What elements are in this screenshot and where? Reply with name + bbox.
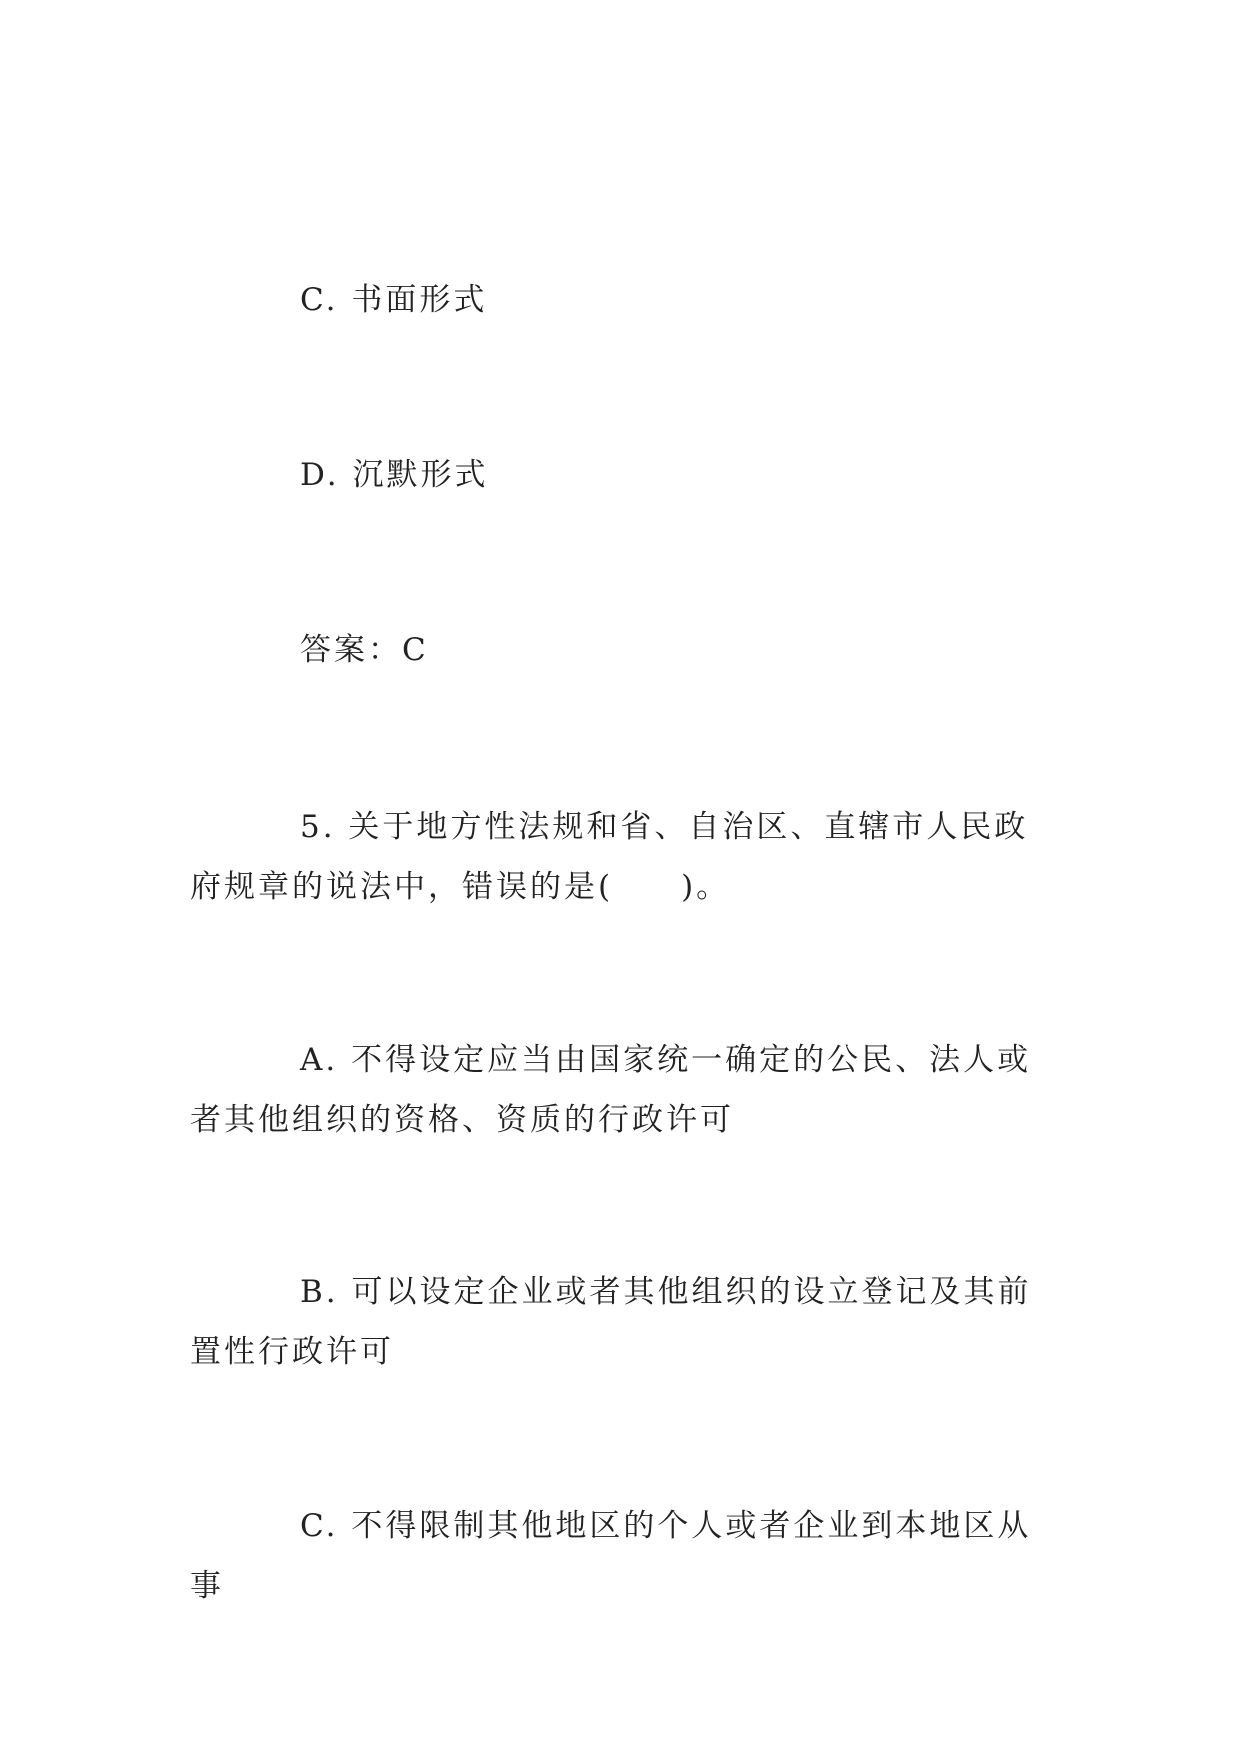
answer-text: 答案：C (300, 632, 429, 668)
option-b-text: B. 可以设定企业或者其他组织的设立登记及其前置性行政许可 (190, 1274, 1032, 1370)
question-5-text: 5. 关于地方性法规和省、自治区、直辖市人民政府规章的说法中，错误的是( )。 (190, 809, 1029, 905)
option-d-text: D. 沉默形式 (300, 457, 489, 493)
option-c-text-2: C. 不得限制其他地区的个人或者企业到本地区从事 (190, 1508, 1032, 1604)
option-a-text: A. 不得设定应当由国家统一确定的公民、法人或者其他组织的资格、资质的行政许可 (190, 1042, 1032, 1138)
option-c-text: C. 书面形式 (300, 282, 488, 318)
